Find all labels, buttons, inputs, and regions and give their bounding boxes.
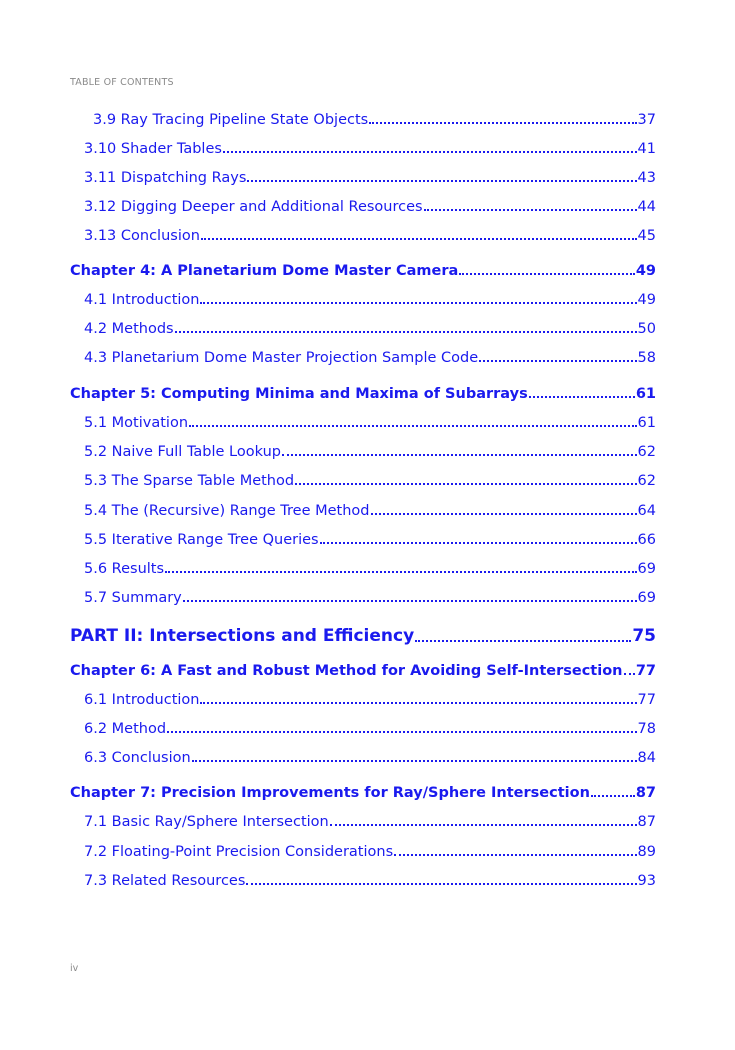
toc-entry-page: 61 [637, 415, 656, 431]
toc-entry-page: 49 [637, 292, 656, 308]
toc-entry-page: 87 [637, 814, 656, 830]
toc-entry-title: 4.3 Planetarium Dome Master Projection Sample Code [84, 350, 479, 366]
toc-entry-page: 61 [635, 386, 656, 402]
toc-entry-title: 5.7 Summary [84, 590, 182, 606]
toc-entry-title: Chapter 5: Computing Minima and Maxima of Subarrays [70, 386, 528, 402]
toc-entry-5-2[interactable] [84, 444, 656, 460]
dot-leader [529, 396, 635, 398]
dot-leader [624, 673, 635, 675]
toc-chapter-6[interactable] [70, 663, 656, 679]
toc-entry-title: 7.2 Floating-Point Precision Considerations [84, 844, 394, 860]
dot-leader [175, 331, 637, 333]
toc-entry-7-1[interactable] [84, 814, 656, 830]
toc-entry-5-1[interactable] [84, 415, 656, 431]
toc-entry-page: 43 [637, 170, 656, 186]
toc-entry-title: 6.3 Conclusion [84, 750, 191, 766]
toc-entry-7-3[interactable] [84, 873, 656, 889]
toc-entry-page: 41 [637, 141, 656, 157]
dot-leader [282, 454, 637, 456]
toc-entry-title: 3.13 Conclusion [84, 228, 200, 244]
page-number: iv [70, 963, 79, 974]
dot-leader [371, 513, 637, 515]
dot-leader [165, 571, 637, 573]
toc-entry-page: 93 [637, 873, 656, 889]
toc-entry-4-2[interactable] [84, 321, 656, 337]
dot-leader [246, 883, 636, 885]
toc-chapter-5[interactable] [70, 386, 656, 402]
toc-entry-3-11[interactable] [84, 170, 656, 186]
toc-entry-page: 64 [637, 503, 656, 519]
toc-entry-5-3[interactable] [84, 473, 656, 489]
toc-entry-title: 5.2 Naive Full Table Lookup [84, 444, 281, 460]
toc-entry-title: Chapter 4: A Planetarium Dome Master Camera [70, 263, 459, 279]
toc-entry-title: 5.5 Iterative Range Tree Queries [84, 532, 319, 548]
toc-entry-title: 7.1 Basic Ray/Sphere Intersection [84, 814, 329, 830]
dot-leader [183, 600, 637, 602]
toc-entry-title: 6.1 Introduction [84, 692, 200, 708]
dot-leader [200, 702, 636, 704]
toc-entry-6-2[interactable] [84, 721, 656, 737]
toc-entry-page: 89 [637, 844, 656, 860]
toc-entry-5-6[interactable] [84, 561, 656, 577]
dot-leader [201, 238, 637, 240]
toc-entry-6-1[interactable] [84, 692, 656, 708]
toc-entry-5-4[interactable] [84, 503, 656, 519]
dot-leader [369, 122, 636, 124]
toc-entry-title: 5.1 Motivation [84, 415, 189, 431]
dot-leader [424, 209, 637, 211]
toc-entry-page: 49 [635, 263, 656, 279]
toc-entry-title: 5.3 The Sparse Table Method [84, 473, 295, 489]
toc-entry-5-7[interactable] [84, 590, 656, 606]
toc-chapter-7[interactable] [70, 785, 656, 801]
dot-leader [479, 360, 636, 362]
dot-leader [167, 731, 636, 733]
toc-entry-3-9[interactable] [93, 112, 656, 128]
dot-leader [591, 795, 635, 797]
toc-entry-6-3[interactable] [84, 750, 656, 766]
toc-entry-title: 4.2 Methods [84, 321, 174, 337]
dot-leader [295, 483, 636, 485]
toc-entry-page: 69 [637, 561, 656, 577]
toc-entry-3-13[interactable] [84, 228, 656, 244]
toc-entry-title: 3.11 Dispatching Rays [84, 170, 247, 186]
toc-entry-title: Chapter 7: Precision Improvements for Ray/Sphere Intersection [70, 785, 590, 801]
toc-entry-title: 5.4 The (Recursive) Range Tree Method [84, 503, 370, 519]
dot-leader [192, 760, 637, 762]
toc-entry-page: 77 [637, 692, 656, 708]
toc-entry-page: 78 [637, 721, 656, 737]
dot-leader [200, 302, 636, 304]
toc-part-2[interactable] [70, 626, 656, 646]
dot-leader [459, 273, 635, 275]
toc-entry-title: 3.9 Ray Tracing Pipeline State Objects [93, 112, 369, 128]
toc-entry-title: 3.10 Shader Tables [84, 141, 222, 157]
toc-entry-5-5[interactable] [84, 532, 656, 548]
toc-entry-page: 62 [637, 473, 656, 489]
dot-leader [223, 151, 637, 153]
toc-entry-4-3[interactable] [84, 350, 656, 366]
toc-entry-page: 44 [637, 199, 656, 215]
toc-entry-page: 45 [637, 228, 656, 244]
toc-entry-title: 4.1 Introduction [84, 292, 200, 308]
toc-entry-page: 87 [635, 785, 656, 801]
toc-entry-title: 6.2 Method [84, 721, 167, 737]
dot-leader [394, 854, 636, 856]
toc-entry-title: 5.6 Results [84, 561, 165, 577]
toc-entry-title: Chapter 6: A Fast and Robust Method for Avoiding Self-Intersection [70, 663, 623, 679]
toc-entry-page: 58 [637, 350, 656, 366]
toc-entry-page: 37 [637, 112, 656, 128]
dot-leader [330, 824, 637, 826]
toc-entry-page: 77 [635, 663, 656, 679]
toc-chapter-4[interactable] [70, 263, 656, 279]
dot-leader [247, 180, 636, 182]
toc-entry-page: 84 [637, 750, 656, 766]
toc-entry-7-2[interactable] [84, 844, 656, 860]
toc-entry-3-10[interactable] [84, 141, 656, 157]
toc-entry-page: 69 [637, 590, 656, 606]
toc-entry-page: 50 [637, 321, 656, 337]
dot-leader [415, 640, 631, 642]
running-head: TABLE OF CONTENTS [70, 77, 174, 88]
toc-entry-4-1[interactable] [84, 292, 656, 308]
toc-entry-page: 66 [637, 532, 656, 548]
toc-entry-title: 3.12 Digging Deeper and Additional Resources [84, 199, 423, 215]
toc-entry-page: 62 [637, 444, 656, 460]
dot-leader [189, 425, 637, 427]
dot-leader [320, 542, 637, 544]
toc-entry-page: 75 [632, 626, 656, 646]
toc-entry-3-12[interactable] [84, 199, 656, 215]
toc-entry-title: PART II: Intersections and Efficiency [70, 626, 415, 646]
toc-entry-title: 7.3 Related Resources [84, 873, 246, 889]
